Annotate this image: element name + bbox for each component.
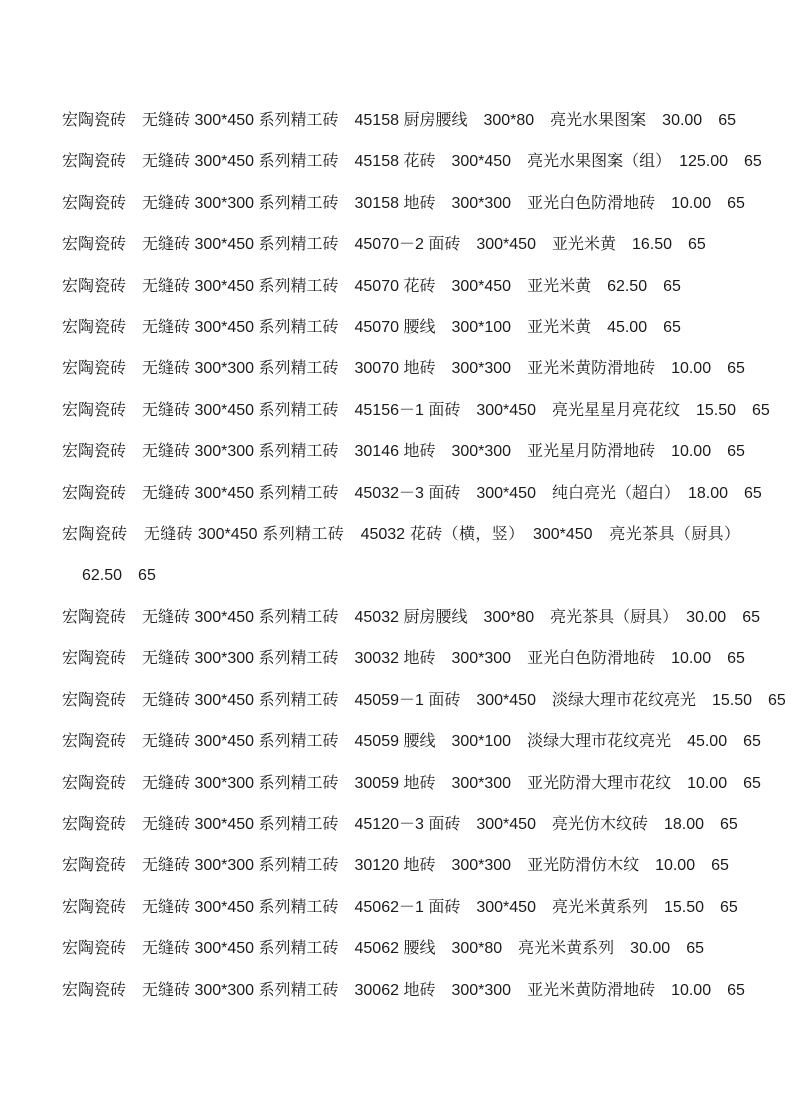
product-row: 宏陶瓷砖 无缝砖 300*450 系列精工砖 45032 厨房腰线 300*80 亮光茶具（厨具） 30.00 65	[62, 608, 761, 626]
product-row: 宏陶瓷砖 无缝砖 300*300 系列精工砖 30070 地砖 300*300 亚光米黄防滑地砖 10.00 65	[62, 360, 745, 378]
product-row: 宏陶瓷砖 无缝砖 300*450 系列精工砖 45156－1 面砖 300*450 亮光星星月亮花纹 15.50 65	[62, 401, 770, 419]
product-row: 宏陶瓷砖 无缝砖 300*450 系列精工砖 45062 腰线 300*80 亮光米黄系列 30.00 65	[62, 940, 705, 958]
product-row: 宏陶瓷砖 无缝砖 300*300 系列精工砖 30158 地砖 300*300 亚光白色防滑地砖 10.00 65	[62, 194, 745, 212]
product-row: 宏陶瓷砖 无缝砖 300*450 系列精工砖 45059 腰线 300*100 淡绿大理市花纹亮光 45.00 65	[62, 733, 761, 751]
product-row: 宏陶瓷砖 无缝砖 300*300 系列精工砖 30120 地砖 300*300 亚光防滑仿木纹 10.00 65	[62, 857, 729, 875]
product-row: 宏陶瓷砖 无缝砖 300*450 系列精工砖 45158 厨房腰线 300*80 亮光水果图案 30.00 65	[62, 112, 737, 129]
product-row-continuation: 62.50 65	[82, 567, 156, 585]
product-row: 宏陶瓷砖 无缝砖 300*300 系列精工砖 30032 地砖 300*300 亚光白色防滑地砖 10.00 65	[62, 650, 745, 668]
product-row: 宏陶瓷砖 无缝砖 300*450 系列精工砖 45059－1 面砖 300*450 淡绿大理市花纹亮光 15.50 65	[62, 691, 786, 709]
product-row: 宏陶瓷砖 无缝砖 300*450 系列精工砖 45032－3 面砖 300*450 纯白亮光（超白） 18.00 65	[62, 484, 762, 502]
product-row: 宏陶瓷砖 无缝砖 300*450 系列精工砖 45032 花砖（横，竖） 300*450 亮光茶具（厨具）	[62, 526, 740, 544]
product-row: 宏陶瓷砖 无缝砖 300*300 系列精工砖 30062 地砖 300*300 亚光米黄防滑地砖 10.00 65	[62, 981, 745, 999]
product-row: 宏陶瓷砖 无缝砖 300*450 系列精工砖 45120－3 面砖 300*450 亮光仿木纹砖 18.00 65	[62, 815, 738, 833]
product-row: 宏陶瓷砖 无缝砖 300*300 系列精工砖 30146 地砖 300*300 亚光星月防滑地砖 10.00 65	[62, 443, 745, 461]
tile-price-list	[62, 100, 786, 1011]
product-row: 宏陶瓷砖 无缝砖 300*450 系列精工砖 45070－2 面砖 300*450 亚光米黄 16.50 65	[62, 236, 706, 254]
product-row: 宏陶瓷砖 无缝砖 300*450 系列精工砖 45062－1 面砖 300*450 亮光米黄系列 15.50 65	[62, 898, 738, 916]
product-row: 宏陶瓷砖 无缝砖 300*450 系列精工砖 45158 花砖 300*450 亮光水果图案（组） 125.00 65	[62, 153, 762, 171]
product-row: 宏陶瓷砖 无缝砖 300*300 系列精工砖 30059 地砖 300*300 亚光防滑大理市花纹 10.00 65	[62, 774, 761, 792]
product-row: 宏陶瓷砖 无缝砖 300*450 系列精工砖 45070 腰线 300*100 亚光米黄 45.00 65	[62, 319, 681, 337]
product-row: 宏陶瓷砖 无缝砖 300*450 系列精工砖 45070 花砖 300*450 亚光米黄 62.50 65	[62, 277, 681, 295]
